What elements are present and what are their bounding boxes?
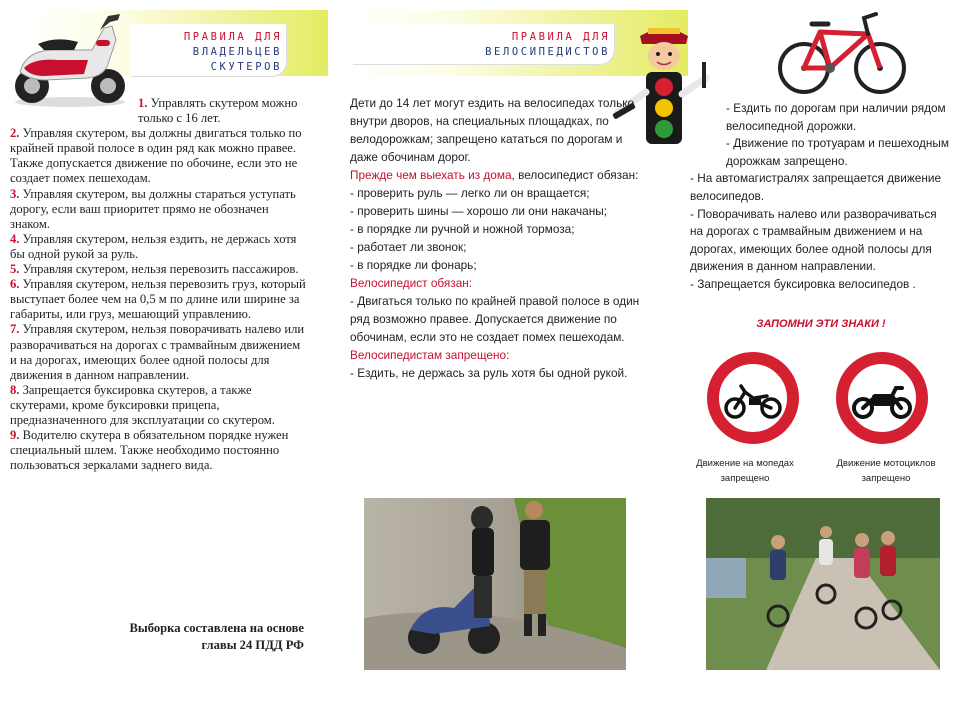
scooter-rule-5: 5. Управляя скутером, нельзя перевозить пассажиров. <box>10 262 299 277</box>
moto-sign-caption <box>818 456 954 486</box>
cyclist-heading <box>352 30 610 60</box>
cyclist-more-rules <box>690 100 952 294</box>
signs-heading: ЗАПОМНИ ЭТИ ЗНАКИ ! <box>756 318 886 330</box>
cyclist-forbidden-heading: Велосипедистам запрещено: <box>350 348 510 362</box>
scooter-rules-list <box>10 96 308 473</box>
cyclist-must-text: - Двигаться только по крайней правой полосе в один ряд возможно правее. Допускается движение по обочинам, если это не создает помех пешеходам. <box>350 294 640 344</box>
scooter-heading-line2: ВЛАДЕЛЬЦЕВ <box>192 46 282 58</box>
more-rule-item: - Запрещается буксировка велосипедов . <box>690 276 916 291</box>
cyclist-rules <box>350 94 646 382</box>
no-mopeds-sign <box>707 352 799 444</box>
scooter-rule-1: 1. Управлять скутером можно только с 16 лет. <box>138 96 298 126</box>
before-leaving-line: Прежде чем выехать из дома, велосипедист обязан: <box>350 168 639 182</box>
scooter-rule-3: 3. Управляя скутером, вы должны стараться уступать дорогу, если ваш приоритет прямо не обозначен знаком. <box>10 186 296 231</box>
scooter-heading <box>130 30 282 75</box>
scooter-heading-line3: СКУТЕРОВ <box>210 61 282 73</box>
bicycles-photo <box>706 498 940 670</box>
bicycle-illustration <box>772 8 912 98</box>
scooter-rule-8: 8. Запрещается буксировка скутеров, а также скутерами, кроме буксировки прицепа, предназначенного для эксплуатации со скутером. <box>10 382 275 427</box>
source-note <box>20 620 304 654</box>
motorcycle-icon <box>848 364 916 432</box>
bicycles-photo-image <box>706 498 940 670</box>
cyclist-forbidden-text: - Ездить, не держась за руль хотя бы одной рукой. <box>350 366 628 380</box>
scooter-heading-line1: ПРАВИЛА ДЛЯ <box>183 31 282 43</box>
before-leaving-highlight: Прежде чем выехать из дома <box>350 168 512 182</box>
moto-caption-line2: запрещено <box>861 473 911 484</box>
more-rule-item: - Движение по тротуарам и пешеходным дорожкам запрещено. <box>726 136 949 168</box>
cyclist-heading-line1: ПРАВИЛА ДЛЯ <box>511 31 610 43</box>
check-item: - проверить шины — хорошо ли они накачаны; <box>350 204 608 218</box>
no-motorcycles-sign <box>836 352 928 444</box>
scooter-rule-9: 9. Водителю скутера в обязательном порядке нужен специальный шлем. Также необходимо постоянно пользоваться зеркалами заднего вида. <box>10 428 289 473</box>
cyclist-intro: Дети до 14 лет могут ездить на велосипедах только внутри дворов, на специальных площадках, по велодорожкам; запрещено кататься по дорогам и даже обочинам дорог. <box>350 96 635 164</box>
cyclist-must-heading: Велосипедист обязан: <box>350 276 473 290</box>
check-item: - проверить руль — легко ли он вращается; <box>350 186 590 200</box>
scooter-rule-2: 2. Управляя скутером, вы должны двигаться только по крайней правой полосе в один ряд как можно правее. Также допускается движение по обочине, если это не создает помех пешеходам. <box>10 126 302 186</box>
moto-caption-line1: Движение мотоциклов <box>836 458 936 469</box>
more-rule-item: - Поворачивать налево или разворачиваться на дорогах с трамвайным движением и на дорогах, имеющих более одной полосы для движения в данном направлении. <box>690 206 937 274</box>
moped-icon <box>719 364 787 432</box>
scooter-rule-4: 4. Управляя скутером, нельзя ездить, не держась хотя бы одной рукой за руль. <box>10 231 297 261</box>
more-rule-item: - Ездить по дорогам при наличии рядом велосипедной дорожки. <box>726 101 946 133</box>
check-item: - в порядке ли фонарь; <box>350 258 477 272</box>
scooter-rule-7: 7. Управляя скутером, нельзя поворачивать налево или разворачиваться на дорогах с трамвайным движением и на дорогах, имеющих более одной полосы для движения в данном направлении. <box>10 322 305 382</box>
check-item: - в порядке ли ручной и ножной тормоза; <box>350 222 575 236</box>
scooter-photo <box>364 498 626 670</box>
check-item: - работает ли звонок; <box>350 240 467 254</box>
scooter-photo-image <box>364 498 626 670</box>
source-note-line2: главы 24 ПДД РФ <box>201 638 304 652</box>
scooter-illustration <box>8 10 132 110</box>
scooter-rule-6: 6. Управляя скутером, нельзя перевозить груз, который выступает более чем на 0,5 м по длине или ширине за габариты, или груз, мешающий управлению. <box>10 277 306 322</box>
moped-caption-line2: запрещено <box>720 473 770 484</box>
source-note-line1: Выборка составлена на основе <box>129 621 304 635</box>
moped-sign-caption <box>680 456 810 486</box>
more-rule-item: - На автомагистралях запрещается движение велосипедов. <box>690 171 942 203</box>
cyclist-heading-line2: ВЕЛОСИПЕДИСТОВ <box>485 46 610 58</box>
moped-caption-line1: Движение на мопедах <box>696 458 794 469</box>
